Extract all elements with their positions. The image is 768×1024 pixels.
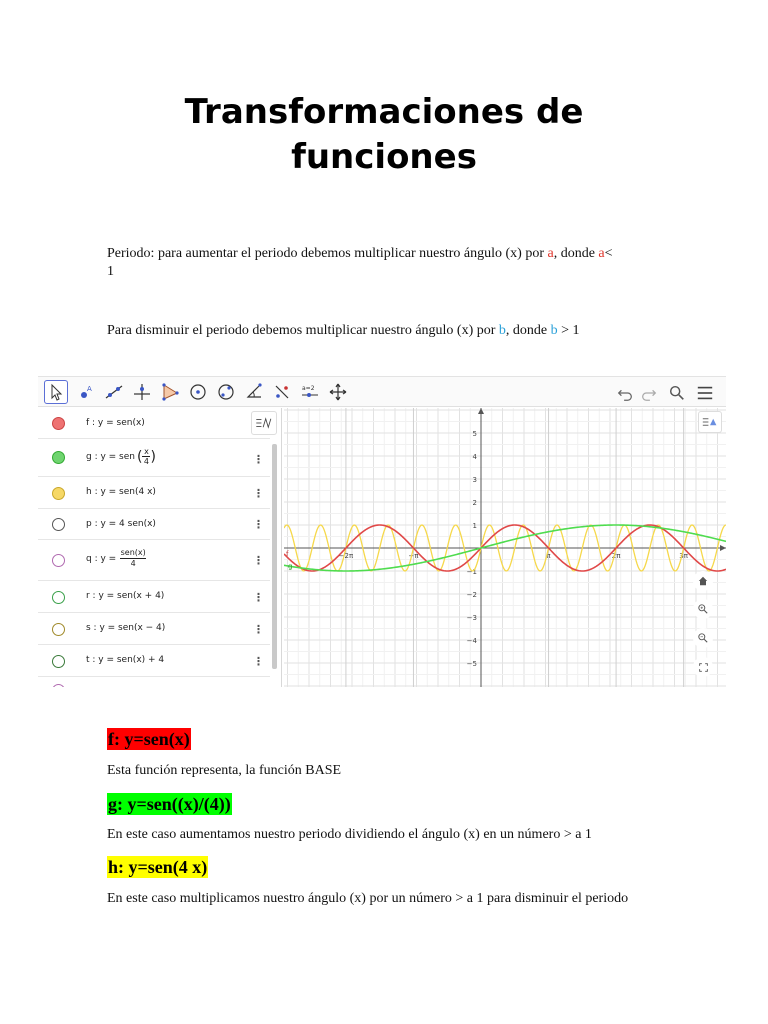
algebra-scrollbar[interactable] xyxy=(272,444,277,669)
more-options-icon[interactable]: ⋮ xyxy=(253,554,264,567)
text: 1 xyxy=(107,264,114,279)
curve-label-f: f xyxy=(286,549,289,558)
algebra-expression: s : y = sen(x − 4) xyxy=(86,623,166,633)
heading-g: g: y=sen((x)/(4)) xyxy=(108,794,231,814)
graphics-style-button[interactable] xyxy=(698,411,722,433)
point-icon[interactable] xyxy=(74,380,98,404)
x-tick-label: 3π xyxy=(679,552,688,560)
reflect-icon[interactable] xyxy=(270,380,294,404)
toolbar xyxy=(38,377,726,407)
text: < xyxy=(604,246,613,261)
text-g: En este caso aumentamos nuestro periodo dividiendo el ángulo (x) en un número > a 1 xyxy=(107,827,592,842)
more-options-icon[interactable]: ⋮ xyxy=(253,655,264,668)
y-tick-label: 2 xyxy=(472,499,477,507)
home-icon[interactable] xyxy=(693,571,713,591)
zoom-in-icon[interactable] xyxy=(693,599,713,619)
fraction xyxy=(142,447,150,466)
algebra-row-t[interactable] xyxy=(38,645,270,677)
x-tick-label: −2π xyxy=(338,552,354,560)
more-options-icon[interactable]: ⋮ xyxy=(253,518,264,531)
var-a: a xyxy=(598,246,605,261)
title-line-2: funciones xyxy=(291,137,477,177)
frac-den: 4 xyxy=(143,457,150,466)
heading-h: h: y=sen(4 x) xyxy=(108,857,208,877)
algebra-row-h[interactable] xyxy=(38,477,270,509)
expr-prefix: q : y = xyxy=(86,553,117,564)
y-tick-label: −1 xyxy=(466,568,477,576)
more-options-icon[interactable]: ⋮ xyxy=(253,591,264,604)
x-tick-label: 2π xyxy=(611,552,621,560)
line-icon[interactable] xyxy=(102,380,126,404)
visibility-toggle[interactable] xyxy=(52,655,65,668)
visibility-toggle[interactable] xyxy=(52,623,65,636)
y-tick-label: −5 xyxy=(466,660,477,668)
redo-icon[interactable] xyxy=(638,382,660,404)
heading-f: f: y=sen(x) xyxy=(108,729,190,749)
move-view-icon[interactable] xyxy=(326,380,350,404)
algebra-expression: t : y = sen(x) + 4 xyxy=(86,655,165,665)
paragraph-periodo-disminuir xyxy=(107,322,662,340)
slider-label: a=2 xyxy=(302,385,315,392)
x-tick-label: −π xyxy=(408,552,419,560)
algebra-row-q[interactable] xyxy=(38,540,270,581)
visibility-toggle[interactable] xyxy=(52,417,65,430)
geogebra-app xyxy=(38,376,726,687)
algebra-expression xyxy=(86,548,146,569)
curve-label-g: g xyxy=(288,562,293,571)
algebra-view xyxy=(38,408,282,687)
var-b: b xyxy=(498,323,506,338)
text: Para disminuir el periodo debemos multiplicar nuestro ángulo (x) por xyxy=(107,323,499,338)
y-axis-arrow xyxy=(478,408,484,414)
polygon-icon[interactable] xyxy=(158,380,182,404)
x-axis-arrow xyxy=(720,545,726,551)
frac-den: 4 xyxy=(130,559,136,568)
graphics-view[interactable] xyxy=(284,408,726,687)
paragraph-periodo-aumentar xyxy=(107,245,662,281)
visibility-toggle[interactable] xyxy=(52,591,65,604)
more-options-icon[interactable]: ⋮ xyxy=(253,487,264,500)
search-icon[interactable] xyxy=(666,382,688,404)
y-tick-label: 3 xyxy=(472,476,477,484)
menu-icon[interactable] xyxy=(694,382,716,404)
graphics-style-icon xyxy=(702,416,718,428)
y-tick-label: −3 xyxy=(466,614,477,622)
algebra-row-f[interactable] xyxy=(38,408,270,439)
visibility-toggle[interactable] xyxy=(52,451,65,464)
visibility-toggle[interactable] xyxy=(52,554,65,567)
algebra-row-r[interactable] xyxy=(38,581,270,613)
fullscreen-icon[interactable] xyxy=(693,657,713,677)
algebra-expression: p : y = 4 sen(x) xyxy=(86,519,156,529)
zoom-out-icon[interactable] xyxy=(693,628,713,648)
function-graph[interactable] xyxy=(284,408,726,687)
perpendicular-icon[interactable] xyxy=(130,380,154,404)
var-b: b xyxy=(550,323,558,338)
algebra-expression: r : y = sen(x + 4) xyxy=(86,591,165,601)
text: > 1 xyxy=(557,323,580,338)
y-tick-label: 1 xyxy=(472,522,477,530)
frac-num: x xyxy=(144,447,149,456)
document-title xyxy=(0,90,768,180)
svg-text:A: A xyxy=(87,385,92,393)
visibility-toggle[interactable] xyxy=(52,684,65,687)
text-h: En este caso multiplicamos nuestro ángulo (x) por un número > a 1 para disminuir el periodo xyxy=(107,891,629,906)
algebra-row-s[interactable] xyxy=(38,613,270,645)
frac-num: sen(x) xyxy=(120,548,146,557)
undo-icon[interactable] xyxy=(614,382,636,404)
text: Periodo: para aumentar el periodo debemos multiplicar nuestro ángulo (x) por xyxy=(107,246,548,261)
var-a: a xyxy=(547,246,554,261)
more-options-icon[interactable]: ⋮ xyxy=(253,623,264,636)
algebra-expression xyxy=(86,447,156,466)
text: , donde xyxy=(505,323,551,338)
title-line-1: Transformaciones de xyxy=(184,92,584,132)
algebra-expression: h : y = sen(4 x) xyxy=(86,487,156,497)
y-tick-label: −4 xyxy=(466,637,477,645)
visibility-toggle[interactable] xyxy=(52,518,65,531)
more-options-icon[interactable]: ⋮ xyxy=(253,453,264,466)
fraction xyxy=(120,548,146,569)
algebra-row-g[interactable] xyxy=(38,439,270,477)
x-tick-label: π xyxy=(546,552,551,560)
conic-icon[interactable] xyxy=(214,380,238,404)
algebra-expression: f : y = sen(x) xyxy=(86,418,145,428)
algebra-row-p[interactable] xyxy=(38,509,270,540)
text-f: Esta función representa, la función BASE xyxy=(107,763,342,778)
text: , donde xyxy=(553,246,599,261)
slider-icon[interactable] xyxy=(298,380,322,404)
paren-open: ( xyxy=(137,448,143,465)
paren-close: ) xyxy=(150,448,156,465)
circle-icon[interactable] xyxy=(186,380,210,404)
y-tick-label: 4 xyxy=(472,453,477,461)
algebra-row-partial[interactable] xyxy=(38,677,270,687)
y-tick-label: 5 xyxy=(472,430,477,438)
angle-icon[interactable] xyxy=(242,380,266,404)
visibility-toggle[interactable] xyxy=(52,487,65,500)
move-icon[interactable] xyxy=(44,380,68,404)
expr-prefix: g : y = sen xyxy=(86,451,135,462)
y-tick-label: −2 xyxy=(466,591,477,599)
